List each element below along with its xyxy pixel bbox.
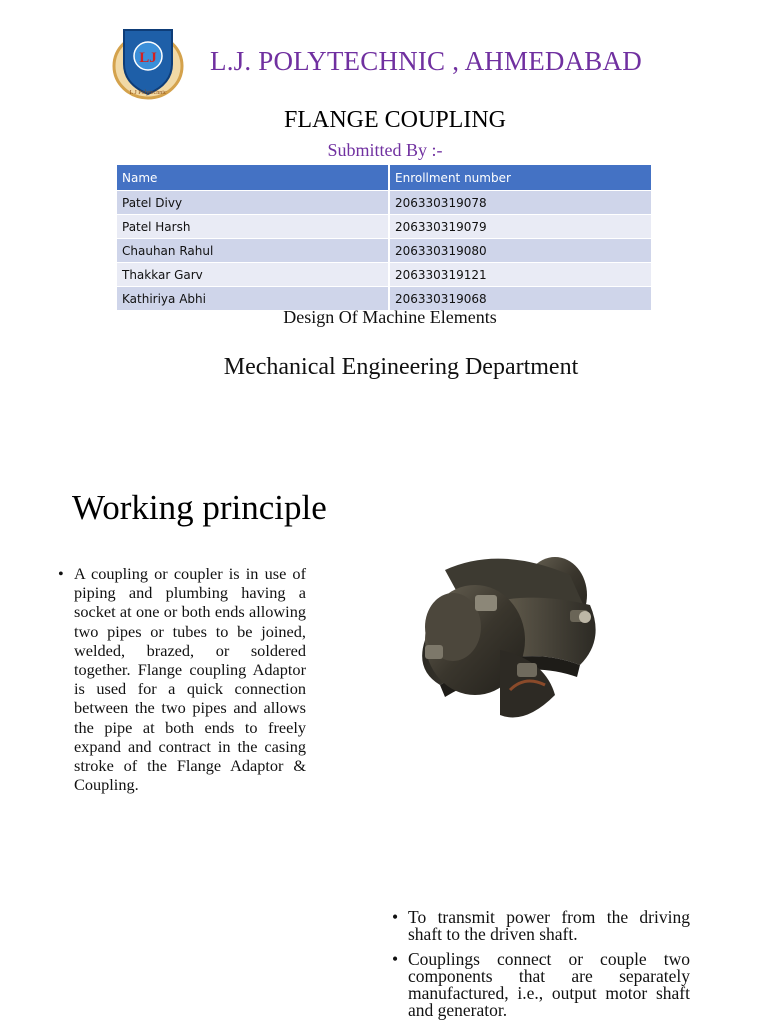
- flange-coupling-image: [405, 545, 610, 730]
- svg-text:L J Polytechnic: L J Polytechnic: [129, 90, 167, 96]
- table-row: [117, 215, 652, 239]
- table-row: [117, 263, 652, 287]
- list-item: [58, 564, 306, 794]
- coupling-purpose-list: [392, 909, 690, 1027]
- column-header-name: Name: [117, 165, 389, 191]
- institute-name: L.J. POLYTECHNIC , AHMEDABAD: [210, 46, 642, 76]
- column-header-enrollment: Enrollment number: [389, 165, 652, 191]
- institute-logo: [110, 22, 186, 102]
- department-name: Mechanical Engineering Department: [223, 354, 579, 380]
- members-table: [117, 165, 653, 310]
- submitted-by-label: Submitted By :-: [327, 140, 443, 160]
- list-item: [392, 909, 690, 943]
- project-title: FLANGE COUPLING: [284, 107, 506, 133]
- slide-title: Working principle: [72, 488, 327, 527]
- member-enrollment: 206330319121: [389, 263, 652, 287]
- list-item: [392, 951, 690, 1019]
- bullet-icon: •: [58, 564, 64, 583]
- bullet-icon: •: [392, 949, 399, 969]
- bullet-icon: •: [392, 907, 399, 927]
- member-enrollment: 206330319080: [389, 239, 652, 263]
- table-row: [117, 191, 652, 215]
- table-row: [117, 239, 652, 263]
- svg-text:LJ: LJ: [139, 50, 157, 66]
- bullet-text: Couplings connect or couple two components that are separately manufactured, i.e., output motor shaft and generator.: [408, 949, 690, 1020]
- member-name: Patel Divy: [117, 191, 389, 215]
- member-enrollment: 206330319079: [389, 215, 652, 239]
- table-header-row: [117, 165, 652, 191]
- member-name: Chauhan Rahul: [117, 239, 389, 263]
- member-name: Patel Harsh: [117, 215, 389, 239]
- member-enrollment: 206330319068: [389, 287, 652, 311]
- bullet-text: A coupling or coupler is in use of piping and plumbing having a socket at one or both ends allowing two pipes or tubes to be joined, welded, brazed, or soldered together. Flange coupling Adaptor is used for a quick connection between the two pipes and allows the pipe at both ends to freely expand and contract in the casing stroke of the Flange Adaptor & Coupling.: [74, 564, 306, 795]
- member-name: Kathiriya Abhi: [117, 287, 389, 311]
- bullet-text: To transmit power from the driving shaft to the driven shaft.: [408, 907, 690, 944]
- member-name: Thakkar Garv: [117, 263, 389, 287]
- member-enrollment: 206330319078: [389, 191, 652, 215]
- working-principle-list: [58, 564, 306, 794]
- course-name: Design Of Machine Elements: [283, 307, 497, 327]
